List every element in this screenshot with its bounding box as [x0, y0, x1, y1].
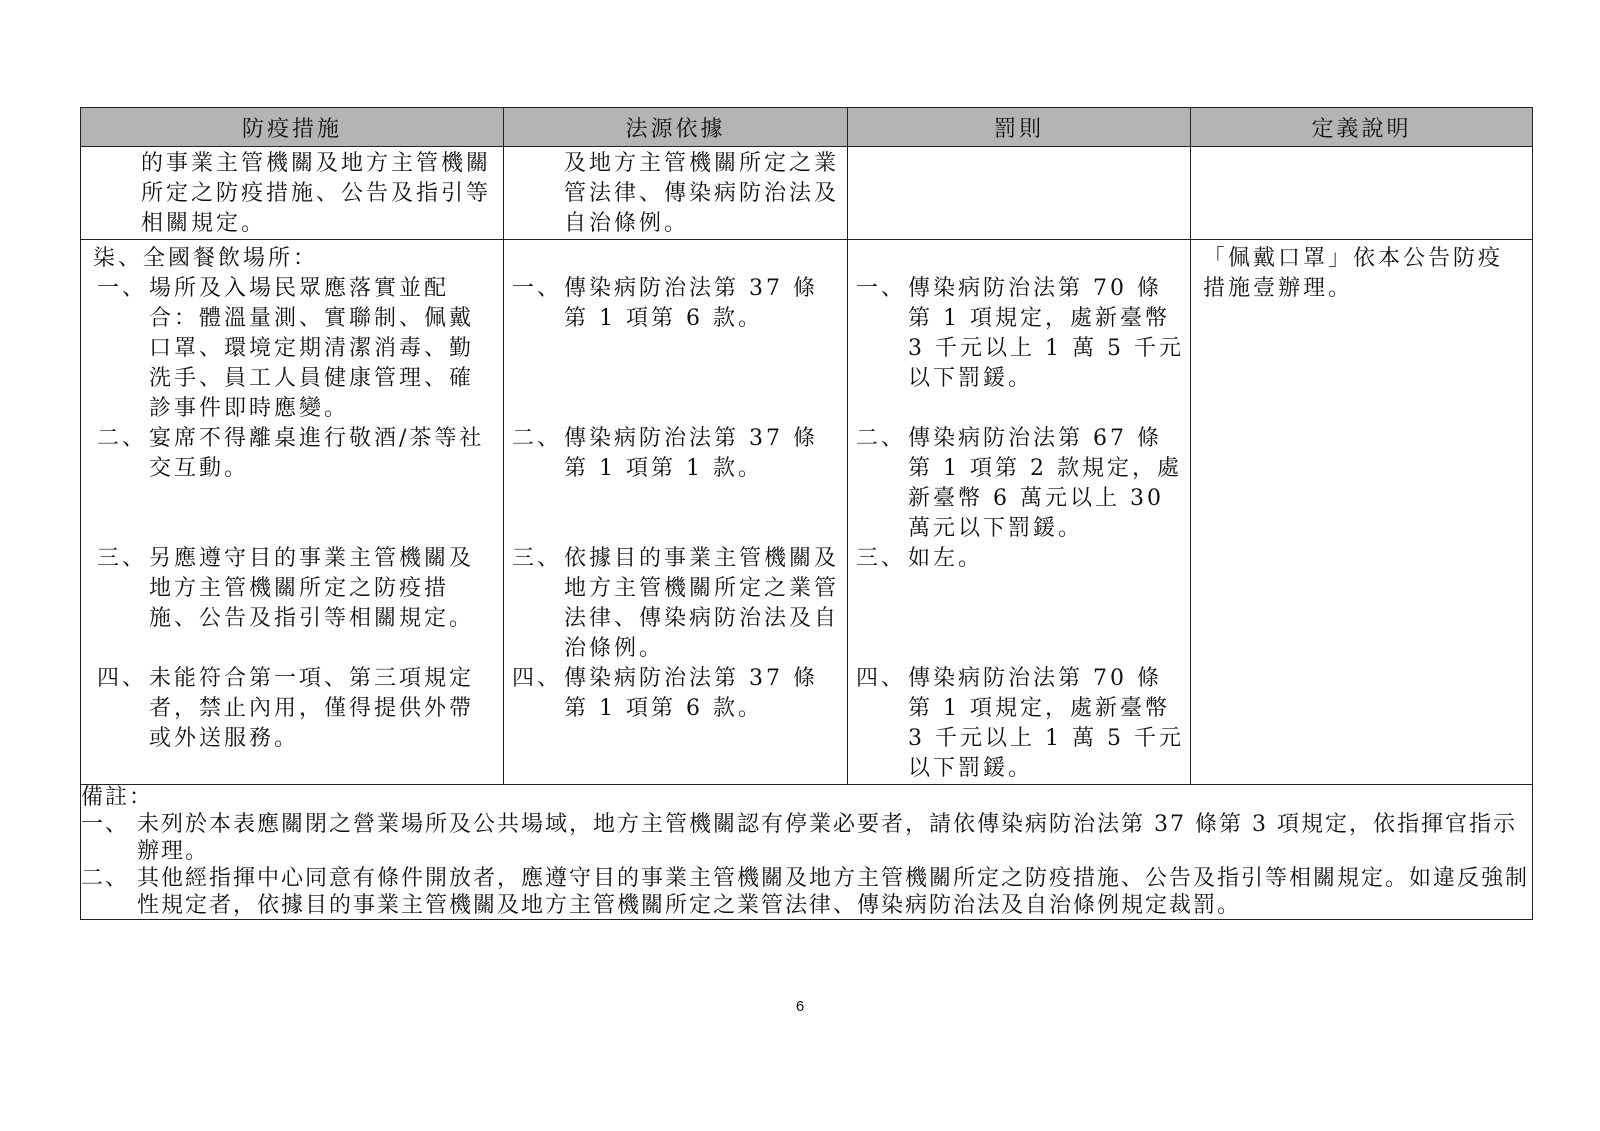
measure-item-text: 場所及入場民眾應落實並配合：體溫量測、實聯制、佩戴口罩、環境定期清潔消毒、勤洗手、員工人員健康管理、確診事件即時應變。 — [149, 276, 475, 421]
cell-measure-continued — [81, 147, 504, 240]
table-row-continued — [81, 147, 1533, 240]
penalty-item — [848, 424, 1190, 544]
measure-item-number: 一、 — [97, 276, 148, 301]
legal-item — [504, 424, 847, 544]
note-item-number: 二、 — [81, 866, 130, 891]
regulation-table — [80, 107, 1533, 920]
definition-text: 「佩戴口罩」依本公告防疫措施壹辦理。 — [1203, 246, 1504, 301]
measure-item-text: 未能符合第一項、第三項規定者，禁止內用，僅得提供外帶或外送服務。 — [149, 666, 475, 751]
header-legal-basis: 法源依據 — [504, 108, 848, 147]
penalty-item-number: 三、 — [856, 546, 907, 571]
header-penalty: 罰則 — [848, 108, 1191, 147]
note-item-text: 未列於本表應關閉之營業場所及公共場域，地方主管機關認有停業必要者，請依傳染病防治法第 37 條第 3 項規定，依指揮官指示辦理。 — [137, 812, 1517, 864]
header-measure: 防疫措施 — [81, 108, 504, 147]
table-row-section-7 — [81, 240, 1533, 785]
cell-definition-continued — [1191, 147, 1533, 240]
legal-item-number: 一、 — [512, 276, 563, 301]
measure-item-text: 另應遵守目的事業主管機關及地方主管機關所定之防疫措施、公告及指引等相關規定。 — [149, 546, 475, 631]
penalty-item-number: 四、 — [856, 666, 907, 691]
note-item-number: 一、 — [81, 812, 130, 837]
measure-item-number: 二、 — [97, 426, 148, 451]
legal-item — [504, 664, 847, 724]
measure-item — [89, 664, 495, 754]
legal-item-text: 傳染病防治法第 37 條第 1 項第 6 款。 — [564, 276, 818, 331]
penalty-item — [848, 274, 1190, 424]
legal-item-text: 依據目的事業主管機關及地方主管機關所定之業管法律、傳染病防治法及自治條例。 — [564, 546, 840, 661]
legal-item-text: 傳染病防治法第 37 條第 1 項第 6 款。 — [564, 666, 818, 721]
measure-item — [89, 544, 495, 664]
note-item — [81, 811, 1532, 865]
table-header-row — [81, 108, 1533, 147]
cell-legal-basis — [504, 240, 848, 785]
legal-item-text: 傳染病防治法第 37 條第 1 項第 1 款。 — [564, 426, 818, 481]
section-title: 柒、全國餐飲場所： — [93, 246, 319, 271]
penalty-item-text: 傳染病防治法第 70 條第 1 項規定，處新臺幣 3 千元以上 1 萬 5 千元以下罰鍰。 — [908, 666, 1184, 781]
measure-item-text: 宴席不得離桌進行敬酒/茶等社交互動。 — [149, 426, 485, 481]
cell-penalty — [848, 240, 1191, 785]
measure-item — [89, 274, 495, 424]
penalty-item-text: 如左。 — [908, 546, 984, 571]
notes-cell — [81, 785, 1533, 920]
cell-penalty-continued — [848, 147, 1191, 240]
legal-item — [504, 274, 847, 424]
note-item — [81, 865, 1532, 919]
penalty-item-text: 傳染病防治法第 67 條第 1 項第 2 款規定，處新臺幣 6 萬元以上 30 萬元以下罰鍰。 — [908, 426, 1182, 541]
measure-continued-text: 的事業主管機關及地方主管機關所定之防疫措施、公告及指引等相關規定。 — [141, 151, 492, 236]
legal-item-number: 三、 — [512, 546, 563, 571]
cell-legal-continued — [504, 147, 848, 240]
notes-title: 備註： — [81, 785, 154, 810]
cell-measures — [81, 240, 504, 785]
legal-continued-text: 及地方主管機關所定之業管法律、傳染病防治法及自治條例。 — [564, 151, 840, 236]
table-row-notes — [81, 785, 1533, 920]
measure-item — [89, 424, 495, 544]
penalty-item — [848, 664, 1190, 784]
header-definition: 定義說明 — [1191, 108, 1533, 147]
measure-item-number: 三、 — [97, 546, 148, 571]
legal-item-number: 四、 — [512, 666, 563, 691]
note-item-text: 其他經指揮中心同意有條件開放者，應遵守目的事業主管機關及地方主管機關所定之防疫措施、公告及指引等相關規定。如違反強制性規定者，依據目的事業主管機關及地方主管機關所定之業管法律、傳染病防治法及自治條例規定裁罰。 — [137, 866, 1530, 918]
legal-item-number: 二、 — [512, 426, 563, 451]
penalty-item-number: 一、 — [856, 276, 907, 301]
page-number: 6 — [795, 998, 805, 1015]
penalty-item-number: 二、 — [856, 426, 907, 451]
measure-item-number: 四、 — [97, 666, 148, 691]
cell-definition — [1191, 240, 1533, 785]
legal-item — [504, 544, 847, 664]
penalty-item-text: 傳染病防治法第 70 條第 1 項規定，處新臺幣 3 千元以上 1 萬 5 千元以下罰鍰。 — [908, 276, 1184, 391]
penalty-item — [848, 544, 1190, 664]
